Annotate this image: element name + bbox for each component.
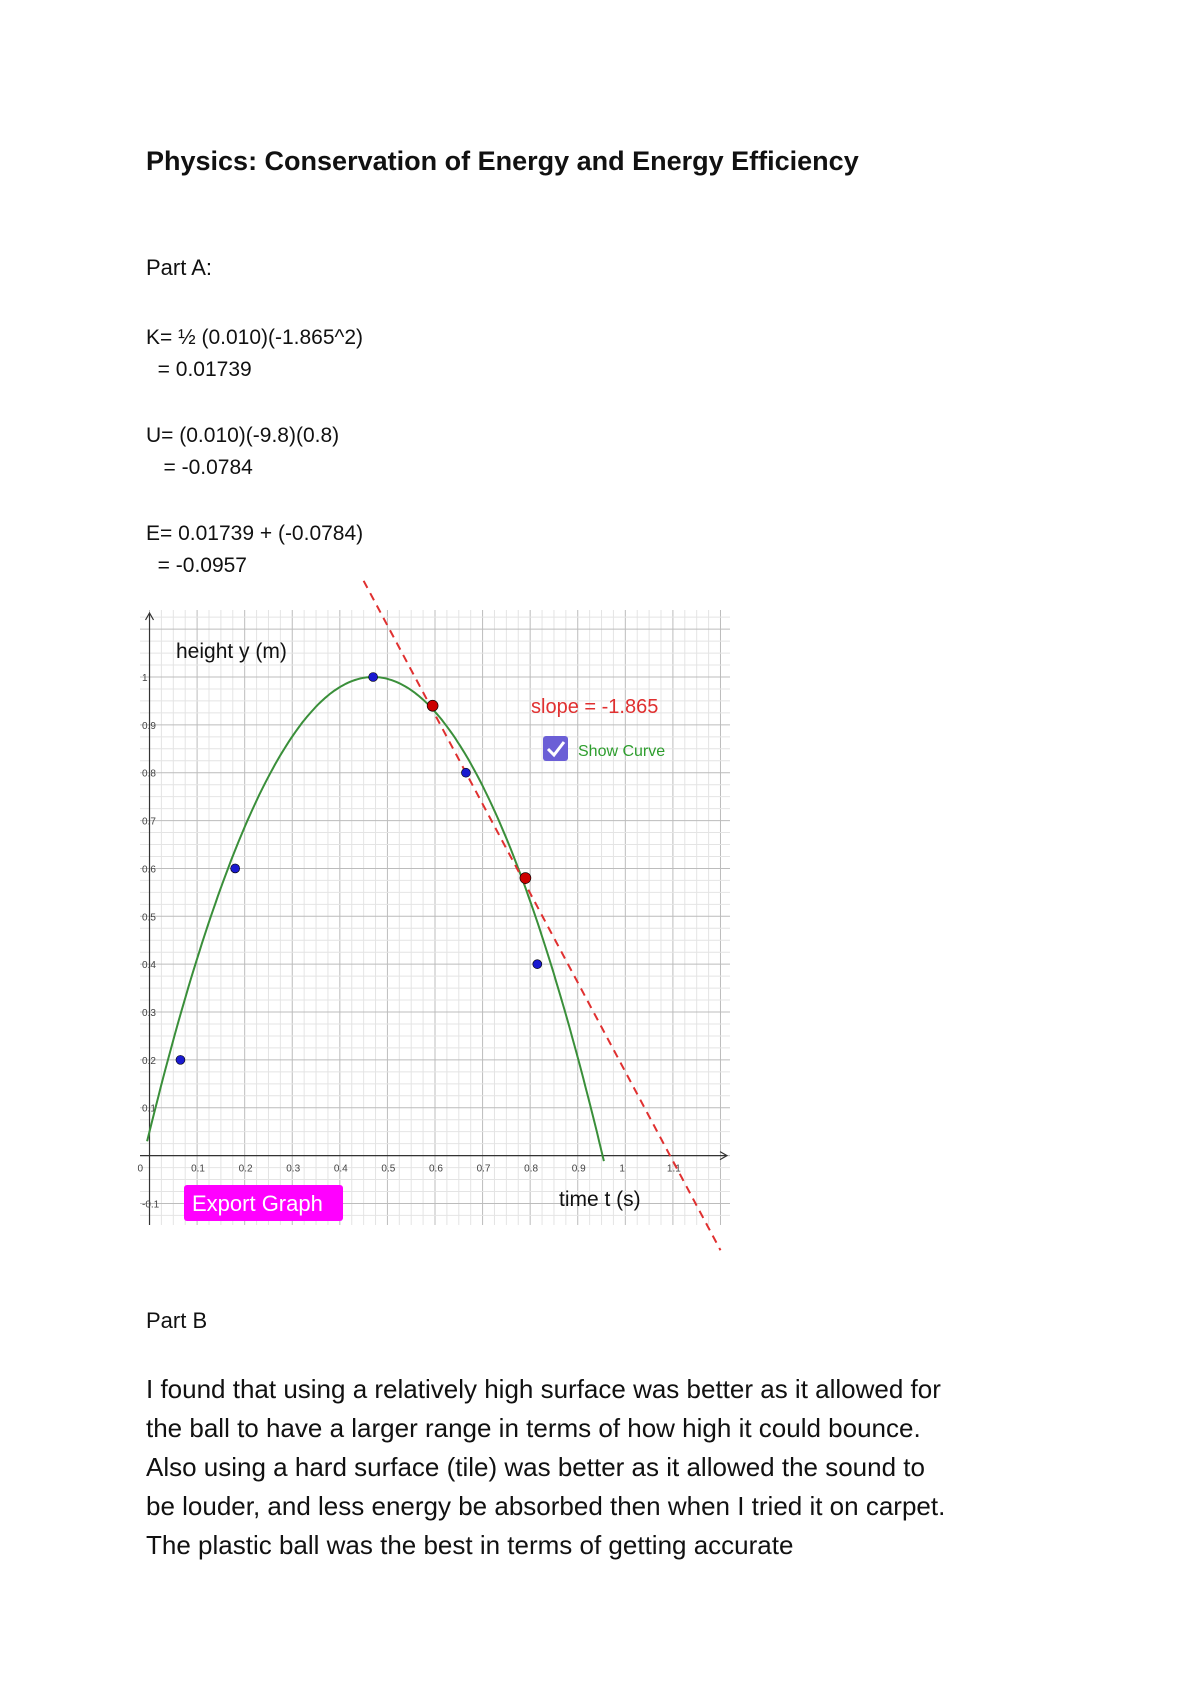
y-tick-label: 0.6: [142, 864, 156, 876]
x-tick-label: 0.6: [429, 1163, 443, 1175]
data-point: [369, 673, 378, 682]
checkbox-box[interactable]: [543, 736, 568, 761]
y-tick-label: 0.5: [142, 912, 156, 924]
kinetic-energy-equation: K= ½ (0.010)(-1.865^2): [146, 326, 364, 349]
potential-energy-equation: U= (0.010)(-9.8)(0.8): [146, 424, 340, 447]
data-point: [533, 960, 542, 969]
show-curve-label: Show Curve: [578, 743, 666, 760]
total-energy-result: = -0.0957: [146, 554, 247, 577]
chart-labels: [176, 640, 658, 1211]
x-tick-label: 0.7: [476, 1163, 491, 1175]
y-tick-label: 1: [142, 673, 148, 685]
y-tick-label: -0.1: [142, 1199, 160, 1211]
x-tick-label: 1.1: [666, 1163, 681, 1175]
show-curve-checkbox[interactable]: [543, 736, 665, 761]
x-tick-label: 1: [619, 1163, 625, 1175]
x-tick-label: 0.9: [571, 1163, 586, 1175]
height-time-graph: [137, 610, 730, 1225]
y-axis-label: height y (m): [176, 640, 287, 663]
y-tick-label: 0.4: [142, 960, 156, 972]
part-a-heading: Part A:: [146, 255, 213, 280]
potential-energy-result: = -0.0784: [146, 456, 253, 479]
part-b-heading: Part B: [146, 1308, 208, 1333]
tangent-point: [427, 700, 438, 711]
page-title: Physics: Conservation of Energy and Energy Efficiency: [146, 146, 859, 176]
y-tick-label: 0.3: [142, 1008, 156, 1020]
x-tick-label: 0.8: [524, 1163, 539, 1175]
total-energy-equation: E= 0.01739 + (-0.0784): [146, 522, 364, 545]
tangent-point: [520, 873, 531, 884]
paragraph-line: Also using a hard surface (tile) was better as it allowed the sound to: [146, 1452, 925, 1482]
export-button-label[interactable]: Export Graph: [192, 1191, 323, 1216]
y-tick-label: 0.2: [142, 1055, 156, 1067]
y-tick-label: 0.7: [142, 816, 156, 828]
export-graph-button[interactable]: [184, 1185, 343, 1221]
paragraph-line: I found that using a relatively high surface was better as it allowed for: [146, 1374, 941, 1404]
chart-svg: [137, 610, 730, 1225]
paragraph-line: the ball to have a larger range in terms of how high it could bounce.: [146, 1413, 921, 1443]
x-tick-label: 0.2: [238, 1163, 253, 1175]
x-axis-label: time t (s): [559, 1188, 641, 1211]
part-b-paragraph: [146, 1370, 1076, 1565]
x-tick-label: 0.5: [381, 1163, 396, 1175]
paragraph-line: be louder, and less energy be absorbed then when I tried it on carpet.: [146, 1491, 946, 1521]
x-tick-label: 0: [137, 1163, 144, 1175]
y-tick-label: 0.1: [142, 1103, 156, 1115]
kinetic-energy-result: = 0.01739: [146, 358, 252, 381]
paragraph-line: The plastic ball was the best in terms of getting accurate: [146, 1530, 794, 1560]
x-tick-label: 0.3: [286, 1163, 301, 1175]
y-tick-label: 0.9: [142, 720, 156, 732]
x-tick-label: 0.1: [191, 1163, 206, 1175]
slope-label: slope = -1.865: [531, 696, 659, 718]
data-point: [176, 1055, 185, 1064]
y-tick-label: 0.8: [142, 768, 156, 780]
data-point: [461, 768, 470, 777]
x-tick-label: 0.4: [333, 1163, 348, 1175]
data-point: [231, 864, 240, 873]
